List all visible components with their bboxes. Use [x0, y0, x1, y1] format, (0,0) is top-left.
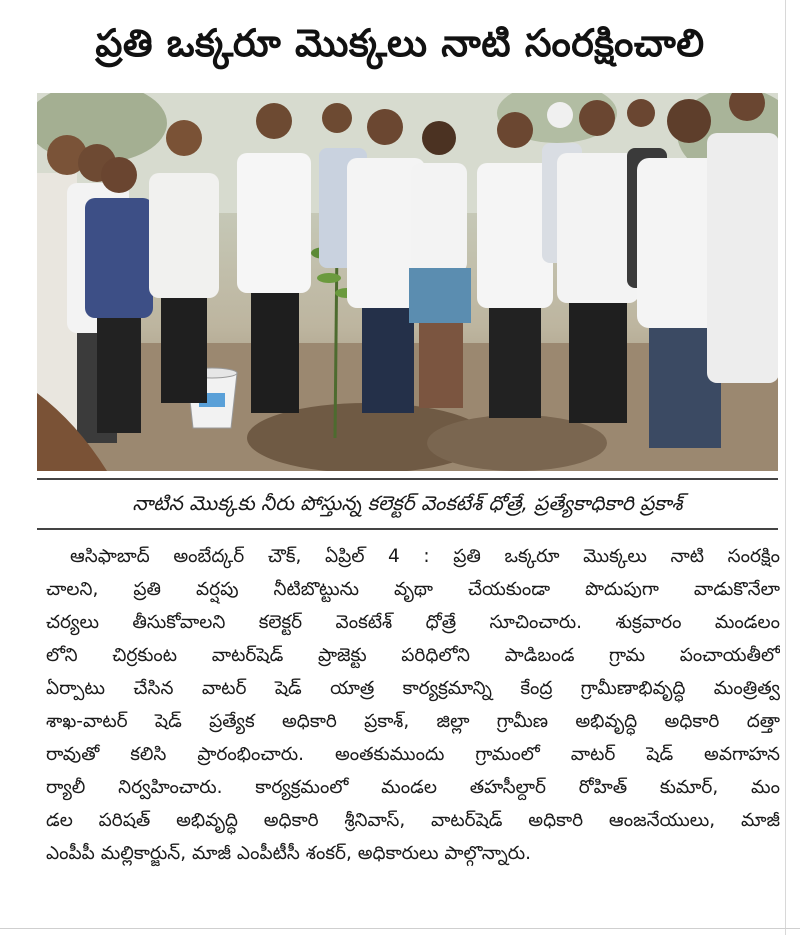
body-line: ఎంపీపీ మల్లికార్జున్, మాజీ ఎంపీటీసీ శంకర్, అధికారులు పాల్గొన్నారు.	[46, 843, 532, 864]
news-photo	[37, 93, 778, 471]
body-line: శాఖ-వాటర్ షెడ్ ప్రత్యేక అధికారి ప్రకాశ్, జిల్లా గ్రామీణ అభివృద్ధి అధికారి దత్తా	[46, 711, 780, 732]
body-line: రావుతో కలిసి ప్రారంభించారు. అంతకుముందు గ్రామంలో వాటర్ షెడ్ అవగాహన	[46, 744, 780, 765]
caption-bottom-rule	[37, 528, 778, 530]
body-line: చర్యలు తీసుకోవాలని కలెక్టర్ వెంకటేశ్ ధోత్రే సూచించారు. శుక్రవారం మండలం	[46, 612, 780, 633]
body-line: ఏర్పాటు చేసిన వాటర్ షెడ్ యాత్ర కార్యక్రమాన్ని కేంద్ర గ్రామీణాభివృద్ధి మంత్రిత్వ	[46, 678, 780, 699]
news-photo-illustration	[37, 93, 778, 471]
headline: ప్రతి ఒక్కరూ మొక్కలు నాటి సంరక్షించాలి	[95, 21, 705, 65]
body-line: ర్యాలీ నిర్వహించారు. కార్యక్రమంలో మండల తహసీల్దార్ రోహిత్ కుమార్, మం	[46, 777, 780, 798]
body-line: లోని చిర్రకుంట వాటర్‌షెడ్ ప్రాజెక్టు పరిధిలోని పాడిబండ గ్రామ పంచాయతీలో	[46, 645, 780, 666]
body-line: చాలని, ప్రతి వర్షపు నీటిబొట్టును వృథా చేయకుండా పొదుపుగా వాడుకొనేలా	[46, 579, 780, 600]
bottom-rule	[0, 928, 800, 929]
body-line: ఆసిఫాబాద్ అంబేద్కర్ చౌక్, ఏప్రిల్ 4 : ప్రతి ఒక్కరూ మొక్కలు నాటి సంరక్షిం	[70, 546, 780, 567]
column-divider	[785, 0, 786, 935]
caption-top-rule	[37, 478, 778, 480]
article-body	[46, 540, 780, 870]
photo-caption: నాటిన మొక్కకు నీరు పోస్తున్న కలెక్టర్ వెంకటేశ్ ధోత్రే, ప్రత్యేకాధికారి ప్రకాశ్	[132, 491, 683, 515]
body-line: డల పరిషత్ అభివృద్ధి అధికారి శ్రీనివాస్, వాటర్‌షెడ్ అధికారి ఆంజనేయులు, మాజీ	[46, 810, 780, 831]
